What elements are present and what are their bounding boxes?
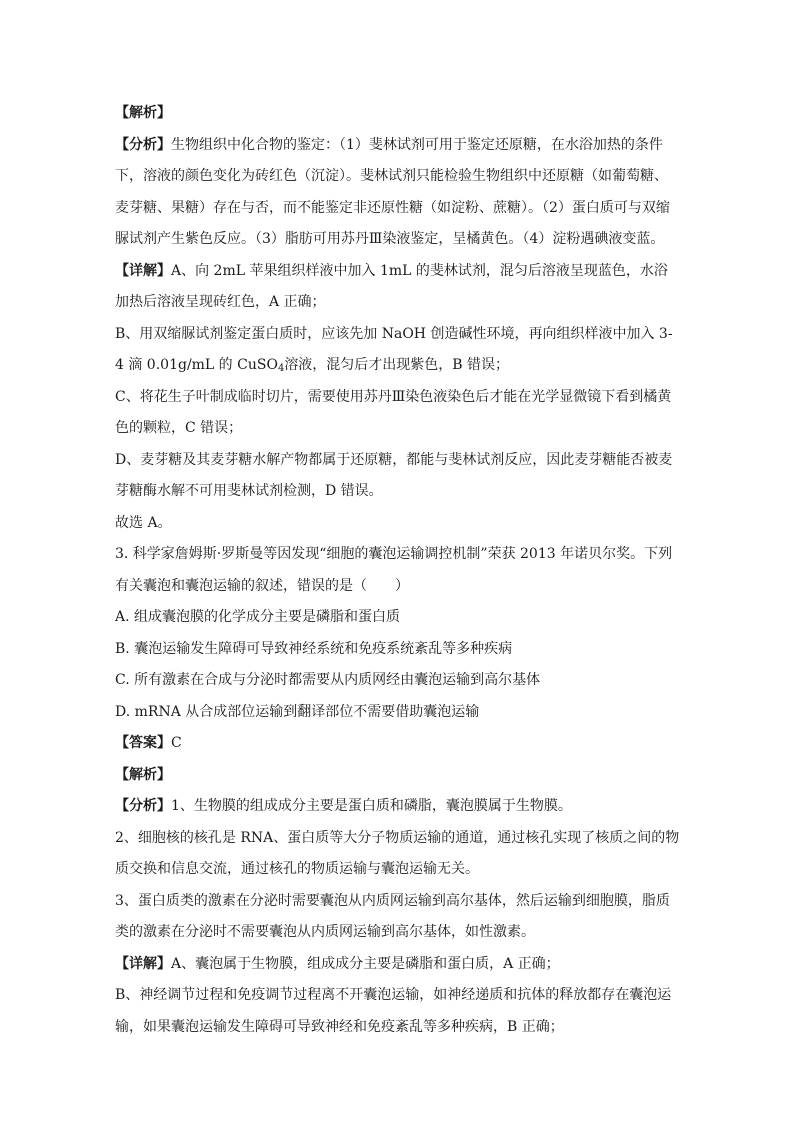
question-3-stem: 3. 科学家詹姆斯·罗斯曼等因发现“细胞的囊泡运输调控机制”荣获 2013 年诺贝尔奖。下列有关囊泡和囊泡运输的叙述，错误的是（ ） bbox=[115, 546, 673, 594]
fenxi-3: 3、蛋白质类的激素在分泌时需要囊泡从内质网运输到高尔基体，然后运输到细胞膜，脂质类的激素在分泌时不需要囊泡从内质网运输到高尔基体，如性激素。 bbox=[115, 892, 670, 940]
detail-c: C、将花生子叶制成临时切片，需要使用苏丹Ⅲ染色液染色后才能在光学显微镜下看到橘黄色的颗粒，C 错误； bbox=[115, 388, 672, 436]
fenxi-tag-q3: 【分析】 bbox=[115, 798, 171, 814]
xiangjie-tag-q3: 【详解】 bbox=[115, 955, 171, 972]
analysis-tag-q3: 【解析】 bbox=[115, 766, 171, 783]
analysis-tag: 【解析】 bbox=[115, 105, 171, 121]
answer-tag: 【答案】 bbox=[115, 735, 171, 751]
option-d: D. mRNA 从合成部位运输到翻译部位不需要借助囊泡运输 bbox=[115, 703, 480, 720]
detail-b-text-1: B、用双缩脲试剂鉴定蛋白质时，应该先加 NaOH 创造碱性环境，再向组织样液中加入 3-4 滴 0.01g/mL 的 CuSO bbox=[115, 325, 673, 373]
analysis-paragraph bbox=[115, 130, 681, 256]
detail-a-text: A、向 2mL 苹果组织样液中加入 1mL 的斐林试剂，混匀后溶液呈现蓝色，水浴加热后溶液呈现砖红色，A 正确； bbox=[115, 262, 668, 310]
detail-a-q3 bbox=[115, 949, 681, 981]
detail-a bbox=[115, 256, 681, 319]
fenxi-2: 2、细胞核的核孔是 RNA、蛋白质等大分子物质运输的通道，通过核孔实现了核质之间的物质交换和信息交流，通过核孔的物质运输与囊泡运输无关。 bbox=[115, 829, 680, 877]
xiangjie-tag: 【详解】 bbox=[115, 262, 171, 279]
analysis-heading bbox=[115, 98, 681, 130]
answer-value: C bbox=[171, 735, 182, 751]
option-a: A. 组成囊泡膜的化学成分主要是磷脂和蛋白质 bbox=[115, 609, 401, 625]
fenxi-1-text: 1、生物膜的组成成分主要是蛋白质和磷脂，囊泡膜属于生物膜。 bbox=[171, 798, 572, 814]
fenxi-text: 生物组织中化合物的鉴定：（1）斐林试剂可用于鉴定还原糖，在水浴加热的条件下，溶液的颜色变化为砖红色（沉淀）。斐林试剂只能检验生物组织中还原糖（如葡萄糖、麦芽糖、果糖）存在与否，而不能鉴定非还原性糖（如淀粉、蔗糖）。（2）蛋白质可与双缩脲试剂产生紫色反应。（3）脂肪可用苏丹Ⅲ染液鉴定，呈橘黄色。（4）淀粉遇碘液变蓝。 bbox=[115, 136, 670, 247]
detail-d: D、麦芽糖及其麦芽糖水解产物都属于还原糖，都能与斐林试剂反应，因此麦芽糖能否被麦芽糖酶水解不可用斐林试剂检测，D 错误。 bbox=[115, 451, 673, 499]
answer-line bbox=[115, 728, 681, 760]
detail-a-q3-text: A、囊泡属于生物膜，组成成分主要是磷脂和蛋白质，A 正确； bbox=[171, 955, 560, 972]
option-b: B. 囊泡运输发生障碍可导致神经系统和免疫系统紊乱等多种疾病 bbox=[115, 640, 513, 657]
detail-b-q3: B、神经调节过程和免疫调节过程离不开囊泡运输，如神经递质和抗体的释放都存在囊泡运输，如果囊泡运输发生障碍可导致神经和免疫紊乱等多种疾病，B 正确； bbox=[115, 987, 672, 1035]
detail-b-text-2: 溶液，混匀后才出现紫色，B 错误； bbox=[284, 357, 510, 373]
fenxi-1 bbox=[115, 791, 681, 823]
analysis-heading-q3 bbox=[115, 760, 681, 792]
document-content bbox=[115, 98, 681, 1043]
fenxi-tag: 【分析】 bbox=[115, 136, 171, 153]
conclusion: 故选 A。 bbox=[115, 514, 172, 531]
option-c: C. 所有激素在合成与分泌时都需要从内质网经由囊泡运输到高尔基体 bbox=[115, 672, 541, 688]
detail-b-subscript: 4 bbox=[277, 363, 285, 374]
detail-b bbox=[115, 319, 681, 382]
